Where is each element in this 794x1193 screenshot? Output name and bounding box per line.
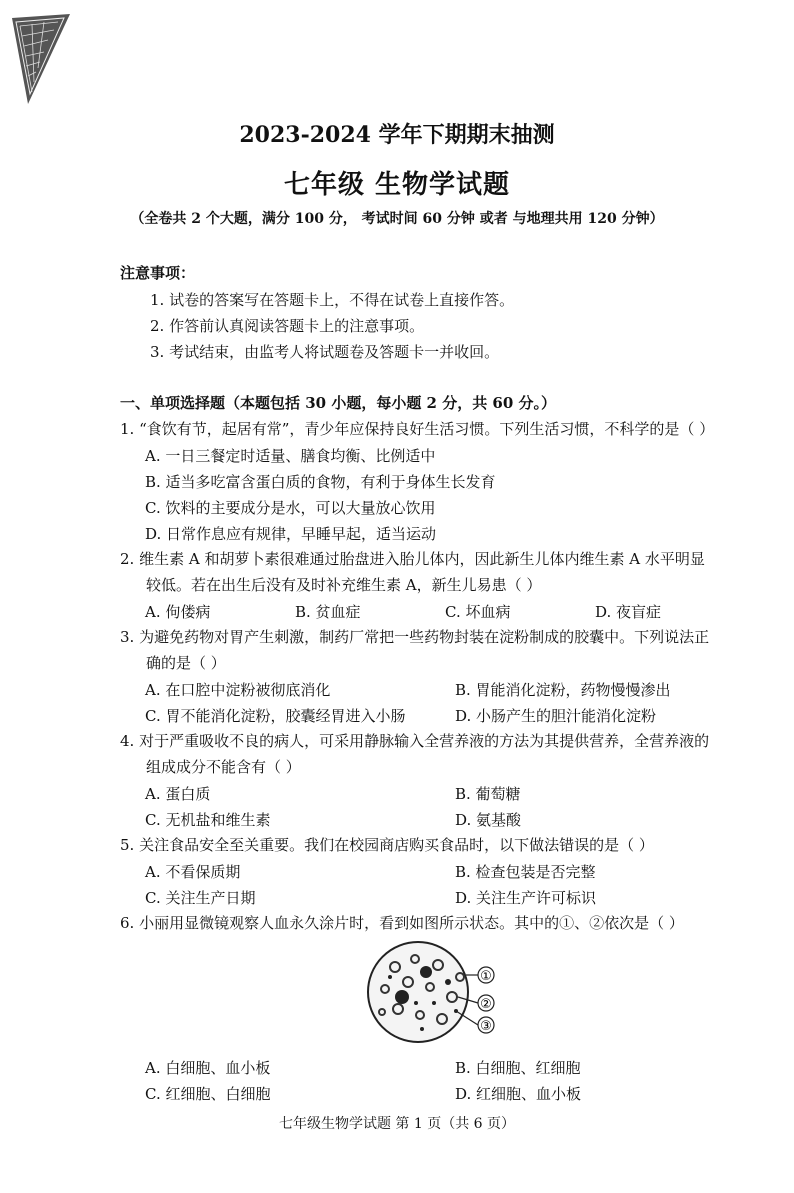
question-5-options bbox=[145, 858, 775, 910]
page-footer: 七年级生物学试题 第 1 页（共 6 页） bbox=[278, 1116, 516, 1132]
option-d: D. 小肠产生的胆汁能消化淀粉 bbox=[455, 706, 657, 725]
diagram-label-1: ① bbox=[480, 969, 492, 984]
option-a: A. 一日三餐定时适量、膳食均衡、比例适中 bbox=[145, 446, 436, 465]
option-b: B. 贫血症 bbox=[295, 602, 361, 621]
question-4-options bbox=[145, 780, 775, 832]
section-heading: 一、单项选择题（本题包括 30 小题，每小题 2 分，共 60 分。） bbox=[120, 394, 557, 412]
option-b: B. 检查包装是否完整 bbox=[455, 862, 596, 881]
option-c: C. 无机盐和维生素 bbox=[145, 810, 271, 829]
option-a: A. 在口腔中淀粉被彻底消化 bbox=[145, 680, 331, 699]
notes-list bbox=[150, 287, 514, 365]
note-item: 3. 考试结束，由监考人将试题卷及答题卡一并收回。 bbox=[150, 343, 500, 361]
option-d: D. 红细胞、血小板 bbox=[455, 1084, 582, 1103]
note-item: 1. 试卷的答案写在答题卡上，不得在试卷上直接作答。 bbox=[150, 291, 515, 309]
option-c: C. 坏血病 bbox=[445, 602, 511, 621]
question-4 bbox=[120, 728, 780, 780]
question-text: 较低。若在出生后没有及时补充维生素 A，新生儿易患（ ） bbox=[146, 576, 542, 594]
option-c: C. 饮料的主要成分是水，可以大量放心饮用 bbox=[145, 498, 436, 517]
exam-info: （全卷共 2 个大题，满分 100 分， 考试时间 60 分钟 或者 与地理共用 120 分钟） bbox=[130, 211, 664, 227]
question-text: 3. 为避免药物对胃产生刺激，制药厂常把一些药物封装在淀粉制成的胶囊中。下列说法正 bbox=[120, 628, 710, 646]
option-d: D. 夜盲症 bbox=[595, 602, 662, 621]
option-c: C. 红细胞、白细胞 bbox=[145, 1084, 271, 1103]
question-text: 5. 关注食品安全至关重要。我们在校园商店购买食品时，以下做法错误的是（ ） bbox=[120, 836, 654, 854]
question-2 bbox=[120, 546, 780, 598]
option-b: B. 胃能消化淀粉，药物慢慢渗出 bbox=[455, 680, 671, 699]
question-text: 1. “食饮有节，起居有常”，青少年应保持良好生活习惯。下列生活习惯，不科学的是（ ） bbox=[120, 420, 715, 438]
option-d: D. 日常作息应有规律，早睡早起，适当运动 bbox=[145, 524, 437, 543]
diagram-label-3: ③ bbox=[480, 1019, 492, 1034]
question-6 bbox=[120, 910, 780, 936]
corner-stamp-icon bbox=[8, 12, 74, 108]
option-c: C. 关注生产日期 bbox=[145, 888, 256, 907]
question-text: 4. 对于严重吸收不良的病人，可采用静脉输入全营养液的方法为其提供营养，全营养液的 bbox=[120, 732, 710, 750]
question-1 bbox=[120, 416, 780, 442]
exam-subject-title: 七年级 生物学试题 bbox=[283, 170, 511, 200]
diagram-label-2: ② bbox=[480, 997, 492, 1012]
option-b: B. 葡萄糖 bbox=[455, 784, 521, 803]
option-a: A. 蛋白质 bbox=[145, 784, 211, 803]
option-d: D. 氨基酸 bbox=[455, 810, 522, 829]
blood-smear-diagram bbox=[360, 937, 520, 1047]
question-1-options bbox=[145, 442, 775, 546]
question-text: 组成成分不能含有（ ） bbox=[146, 758, 301, 776]
question-text: 确的是（ ） bbox=[146, 654, 226, 672]
notes-heading: 注意事项： bbox=[120, 264, 196, 282]
option-a: A. 不看保质期 bbox=[145, 862, 241, 881]
option-d: D. 关注生产许可标识 bbox=[455, 888, 597, 907]
note-item: 2. 作答前认真阅读答题卡上的注意事项。 bbox=[150, 317, 425, 335]
exam-year-title: 2023-2024 学年下期期末抽测 bbox=[239, 122, 555, 148]
question-3 bbox=[120, 624, 780, 676]
question-2-options bbox=[145, 598, 775, 624]
option-c: C. 胃不能消化淀粉，胶囊经胃进入小肠 bbox=[145, 706, 406, 725]
question-5 bbox=[120, 832, 780, 858]
option-a: A. 白细胞、血小板 bbox=[145, 1058, 271, 1077]
question-3-options bbox=[145, 676, 775, 728]
option-b: B. 白细胞、红细胞 bbox=[455, 1058, 581, 1077]
question-6-options bbox=[145, 1054, 775, 1106]
option-a: A. 佝偻病 bbox=[145, 602, 211, 621]
question-text: 6. 小丽用显微镜观察人血永久涂片时，看到如图所示状态。其中的①、②依次是（ ） bbox=[120, 914, 684, 932]
question-text: 2. 维生素 A 和胡萝卜素很难通过胎盘进入胎儿体内，因此新生儿体内维生素 A 水平明显 bbox=[120, 550, 705, 568]
option-b: B. 适当多吃富含蛋白质的食物，有利于身体生长发育 bbox=[145, 472, 496, 491]
